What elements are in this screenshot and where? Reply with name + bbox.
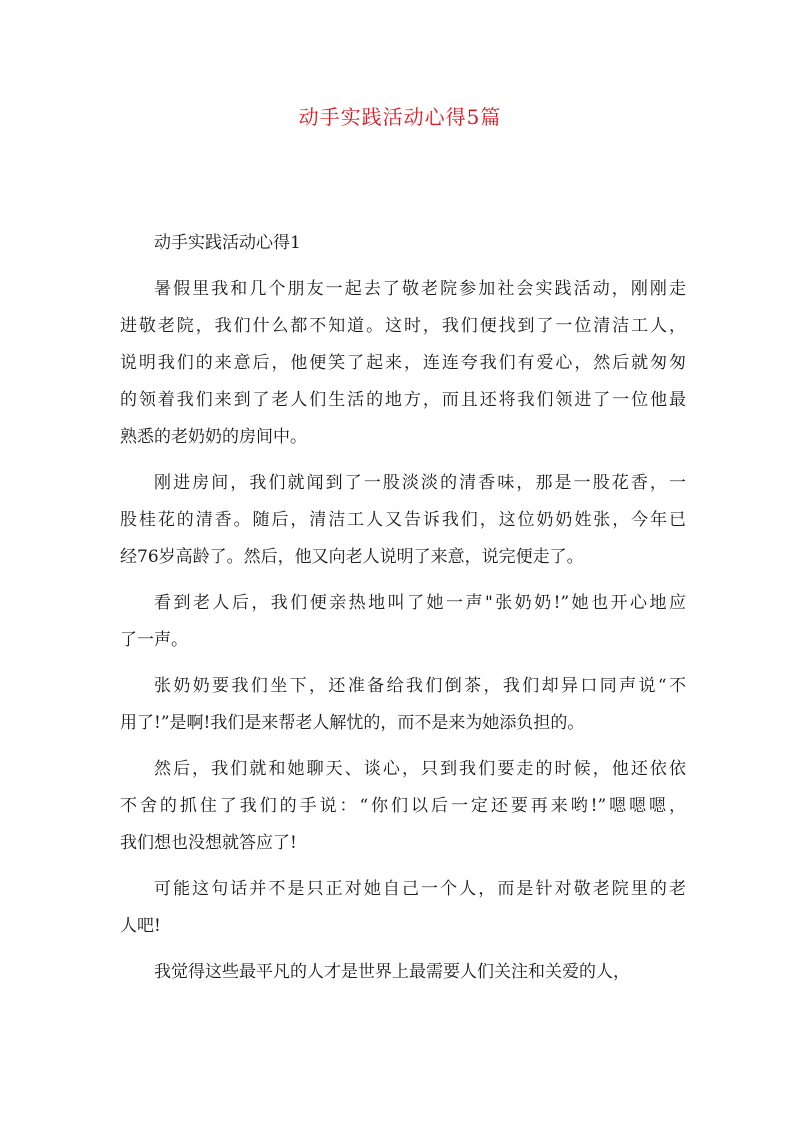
section-heading: 动手实践活动心得1 (154, 233, 301, 253)
paragraph-line: 我觉得这些最平凡的人才是世界上最需要人们关注和关爱的人， (154, 962, 630, 982)
paragraph (120, 668, 686, 742)
paragraph-line: 暑假里我和几个朋友一起去了敬老院参加社会实践活动，刚刚走 (154, 279, 686, 299)
paragraph-line: 张奶奶要我们坐下，还准备给我们倒茶，我们却异口同声说“不 (154, 676, 686, 696)
paragraph-line: 用了!”是啊!我们是来帮老人解忧的，而不是来为她添负担的。 (120, 713, 585, 733)
paragraph-line: 刚进房间，我们就闻到了一股淡淡的清香味，那是一股花香，一 (154, 473, 686, 493)
document-title: 动手实践活动心得5篇 (298, 105, 502, 129)
paragraph-line: 股桂花的清香。随后，清洁工人又告诉我们，这位奶奶姓张，今年已 (120, 510, 686, 530)
paragraph-list (120, 271, 686, 1000)
paragraph-line: 的领着我们来到了老人们生活的地方，而且还将我们领进了一位他最 (120, 390, 686, 410)
paragraph-line: 我们想也没想就答应了! (120, 833, 297, 853)
paragraph (120, 271, 686, 456)
paragraph-line: 然后，我们就和她聊天、谈心，只到我们要走的时候，他还依依 (154, 759, 686, 779)
paragraph (120, 465, 686, 576)
document-body (120, 225, 686, 1000)
paragraph-line: 经76岁高龄了。然后，他又向老人说明了来意，说完便走了。 (120, 547, 584, 567)
paragraph-line: 进敬老院，我们什么都不知道。这时，我们便找到了一位清洁工人， (120, 316, 686, 336)
paragraph-line: 熟悉的老奶奶的房间中。 (120, 427, 307, 447)
paragraph-line: 人吧! (120, 916, 161, 936)
paragraph (120, 585, 686, 659)
paragraph-line: 看到老人后，我们便亲热地叫了她一声"张奶奶!”她也开心地应 (154, 593, 686, 613)
paragraph-line: 不舍的抓住了我们的手说：“你们以后一定还要再来哟!”嗯嗯嗯， (120, 796, 686, 816)
paragraph-line: 说明我们的来意后，他便笑了起来，连连夸我们有爱心，然后就匆匆 (120, 353, 686, 373)
paragraph (120, 751, 686, 862)
paragraph-line: 可能这句话并不是只正对她自己一个人，而是针对敬老院里的老 (154, 879, 686, 899)
paragraph (120, 871, 686, 945)
paragraph (120, 954, 686, 991)
paragraph-line: 了一声。 (120, 630, 188, 650)
